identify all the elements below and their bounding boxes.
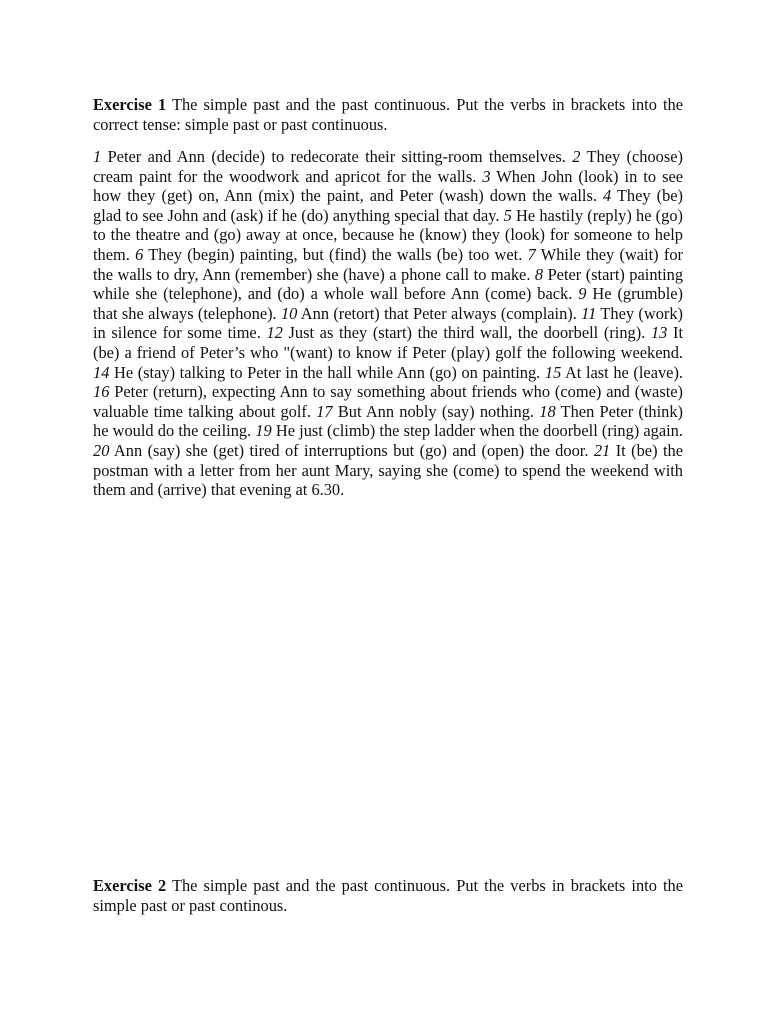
sentence-text: Ann (retort) that Peter always (complain). xyxy=(297,303,582,323)
sentence-number: 15 xyxy=(544,362,562,382)
sentence-number: 1 xyxy=(93,147,102,166)
exercise-1-instruction: The simple past and the past continuous. Put the verbs in brackets into the correct tense: simple past or past continuous. xyxy=(93,95,683,134)
sentence-text: He (stay) talking to Peter in the hall while Ann (go) on painting. xyxy=(109,362,545,382)
sentence-text: It (be) the postman with a letter from her aunt Mary, saying she (come) to spend the weekend with them and (arrive) that evening at 6.30. xyxy=(93,440,683,500)
sentence-text: He hastily (reply) he (go) to the theatre and (go) away at once, because he (know) they (look) for someone to help them. xyxy=(93,205,683,264)
sentence-text: They (begin) painting, but (find) the walls (be) too wet. xyxy=(143,244,528,264)
sentence-number: 4 xyxy=(602,186,612,206)
sentence-text: Peter (start) painting while she (telephone), and (do) a whole wall before Ann (come) back. xyxy=(93,264,684,304)
sentence-text: While they (wait) for the walls to dry, Ann (remember) she (have) a phone call to make. xyxy=(93,244,683,284)
sentence-14 xyxy=(93,363,545,382)
sentence-text: He just (climb) the step ladder when the doorbell (ring) again. xyxy=(271,421,683,441)
sentence-20 xyxy=(93,441,594,460)
sentence-12 xyxy=(266,323,650,342)
exercise-1-title: Exercise 1 xyxy=(93,95,167,114)
sentence-text: Peter and Ann (decide) to redecorate their sitting-room themselves. xyxy=(101,147,573,166)
sentence-number: 11 xyxy=(581,303,597,323)
sentence-number: 17 xyxy=(316,401,333,421)
sentence-number: 2 xyxy=(572,147,581,166)
sentence-number: 20 xyxy=(93,440,110,460)
sentence-number: 9 xyxy=(578,284,587,304)
sentence-text: Peter (return), expecting Ann to say something about friends who (come) and (waste) valuable time talking about golf. xyxy=(93,382,683,421)
sentence-10 xyxy=(281,304,581,323)
sentence-text: Then Peter (think) he would do the ceiling. xyxy=(93,401,684,441)
sentence-number: 8 xyxy=(534,264,544,284)
sentence-number: 16 xyxy=(93,382,110,402)
sentence-17 xyxy=(316,402,539,421)
sentence-number: 7 xyxy=(527,244,536,264)
sentence-number: 12 xyxy=(266,323,283,343)
sentence-number: 3 xyxy=(482,166,491,186)
sentence-text: Ann (say) she (get) tired of interruptions but (go) and (open) the door. xyxy=(109,440,594,460)
sentence-text: They (choose) cream paint for the woodwork and apricot for the walls. xyxy=(93,147,683,186)
exercise-2-instruction: The simple past and the past continuous. Put the verbs in brackets into the simple past or past continous. xyxy=(93,876,683,915)
sentence-text: They (be) glad to see John and (ask) if he (do) anything special that day. xyxy=(93,186,683,225)
sentence-number: 6 xyxy=(135,244,144,264)
exercise-2-heading xyxy=(93,876,683,915)
sentence-6 xyxy=(135,245,527,264)
sentence-1 xyxy=(93,147,572,166)
exercise-1-text xyxy=(93,147,683,500)
sentence-text: But Ann nobly (say) nothing. xyxy=(332,401,540,421)
exercise-1-heading xyxy=(93,95,683,134)
sentence-text: It (be) a friend of Peter’s who "(want) to know if Peter (play) golf the following weekend. xyxy=(93,323,683,362)
sentence-number: 14 xyxy=(93,362,110,382)
sentence-number: 10 xyxy=(280,303,298,323)
sentence-text: They (work) in silence for some time. xyxy=(93,303,683,343)
sentence-19 xyxy=(255,421,683,440)
sentence-number: 18 xyxy=(539,401,556,421)
sentence-number: 19 xyxy=(255,421,272,441)
sentence-15 xyxy=(545,363,683,382)
sentence-number: 21 xyxy=(593,440,611,460)
sentence-text: He (grumble) that she always (telephone). xyxy=(93,284,683,323)
exercise-2-title: Exercise 2 xyxy=(93,876,167,895)
sentence-number: 13 xyxy=(650,323,668,343)
sentence-text: At last he (leave). xyxy=(561,362,683,382)
sentence-text: When John (look) in to see how they (get) on, Ann (mix) the paint, and Peter (wash) down the walls. xyxy=(93,166,684,206)
sentence-number: 5 xyxy=(503,205,512,225)
sentence-text: Just as they (start) the third wall, the doorbell (ring). xyxy=(282,323,651,343)
